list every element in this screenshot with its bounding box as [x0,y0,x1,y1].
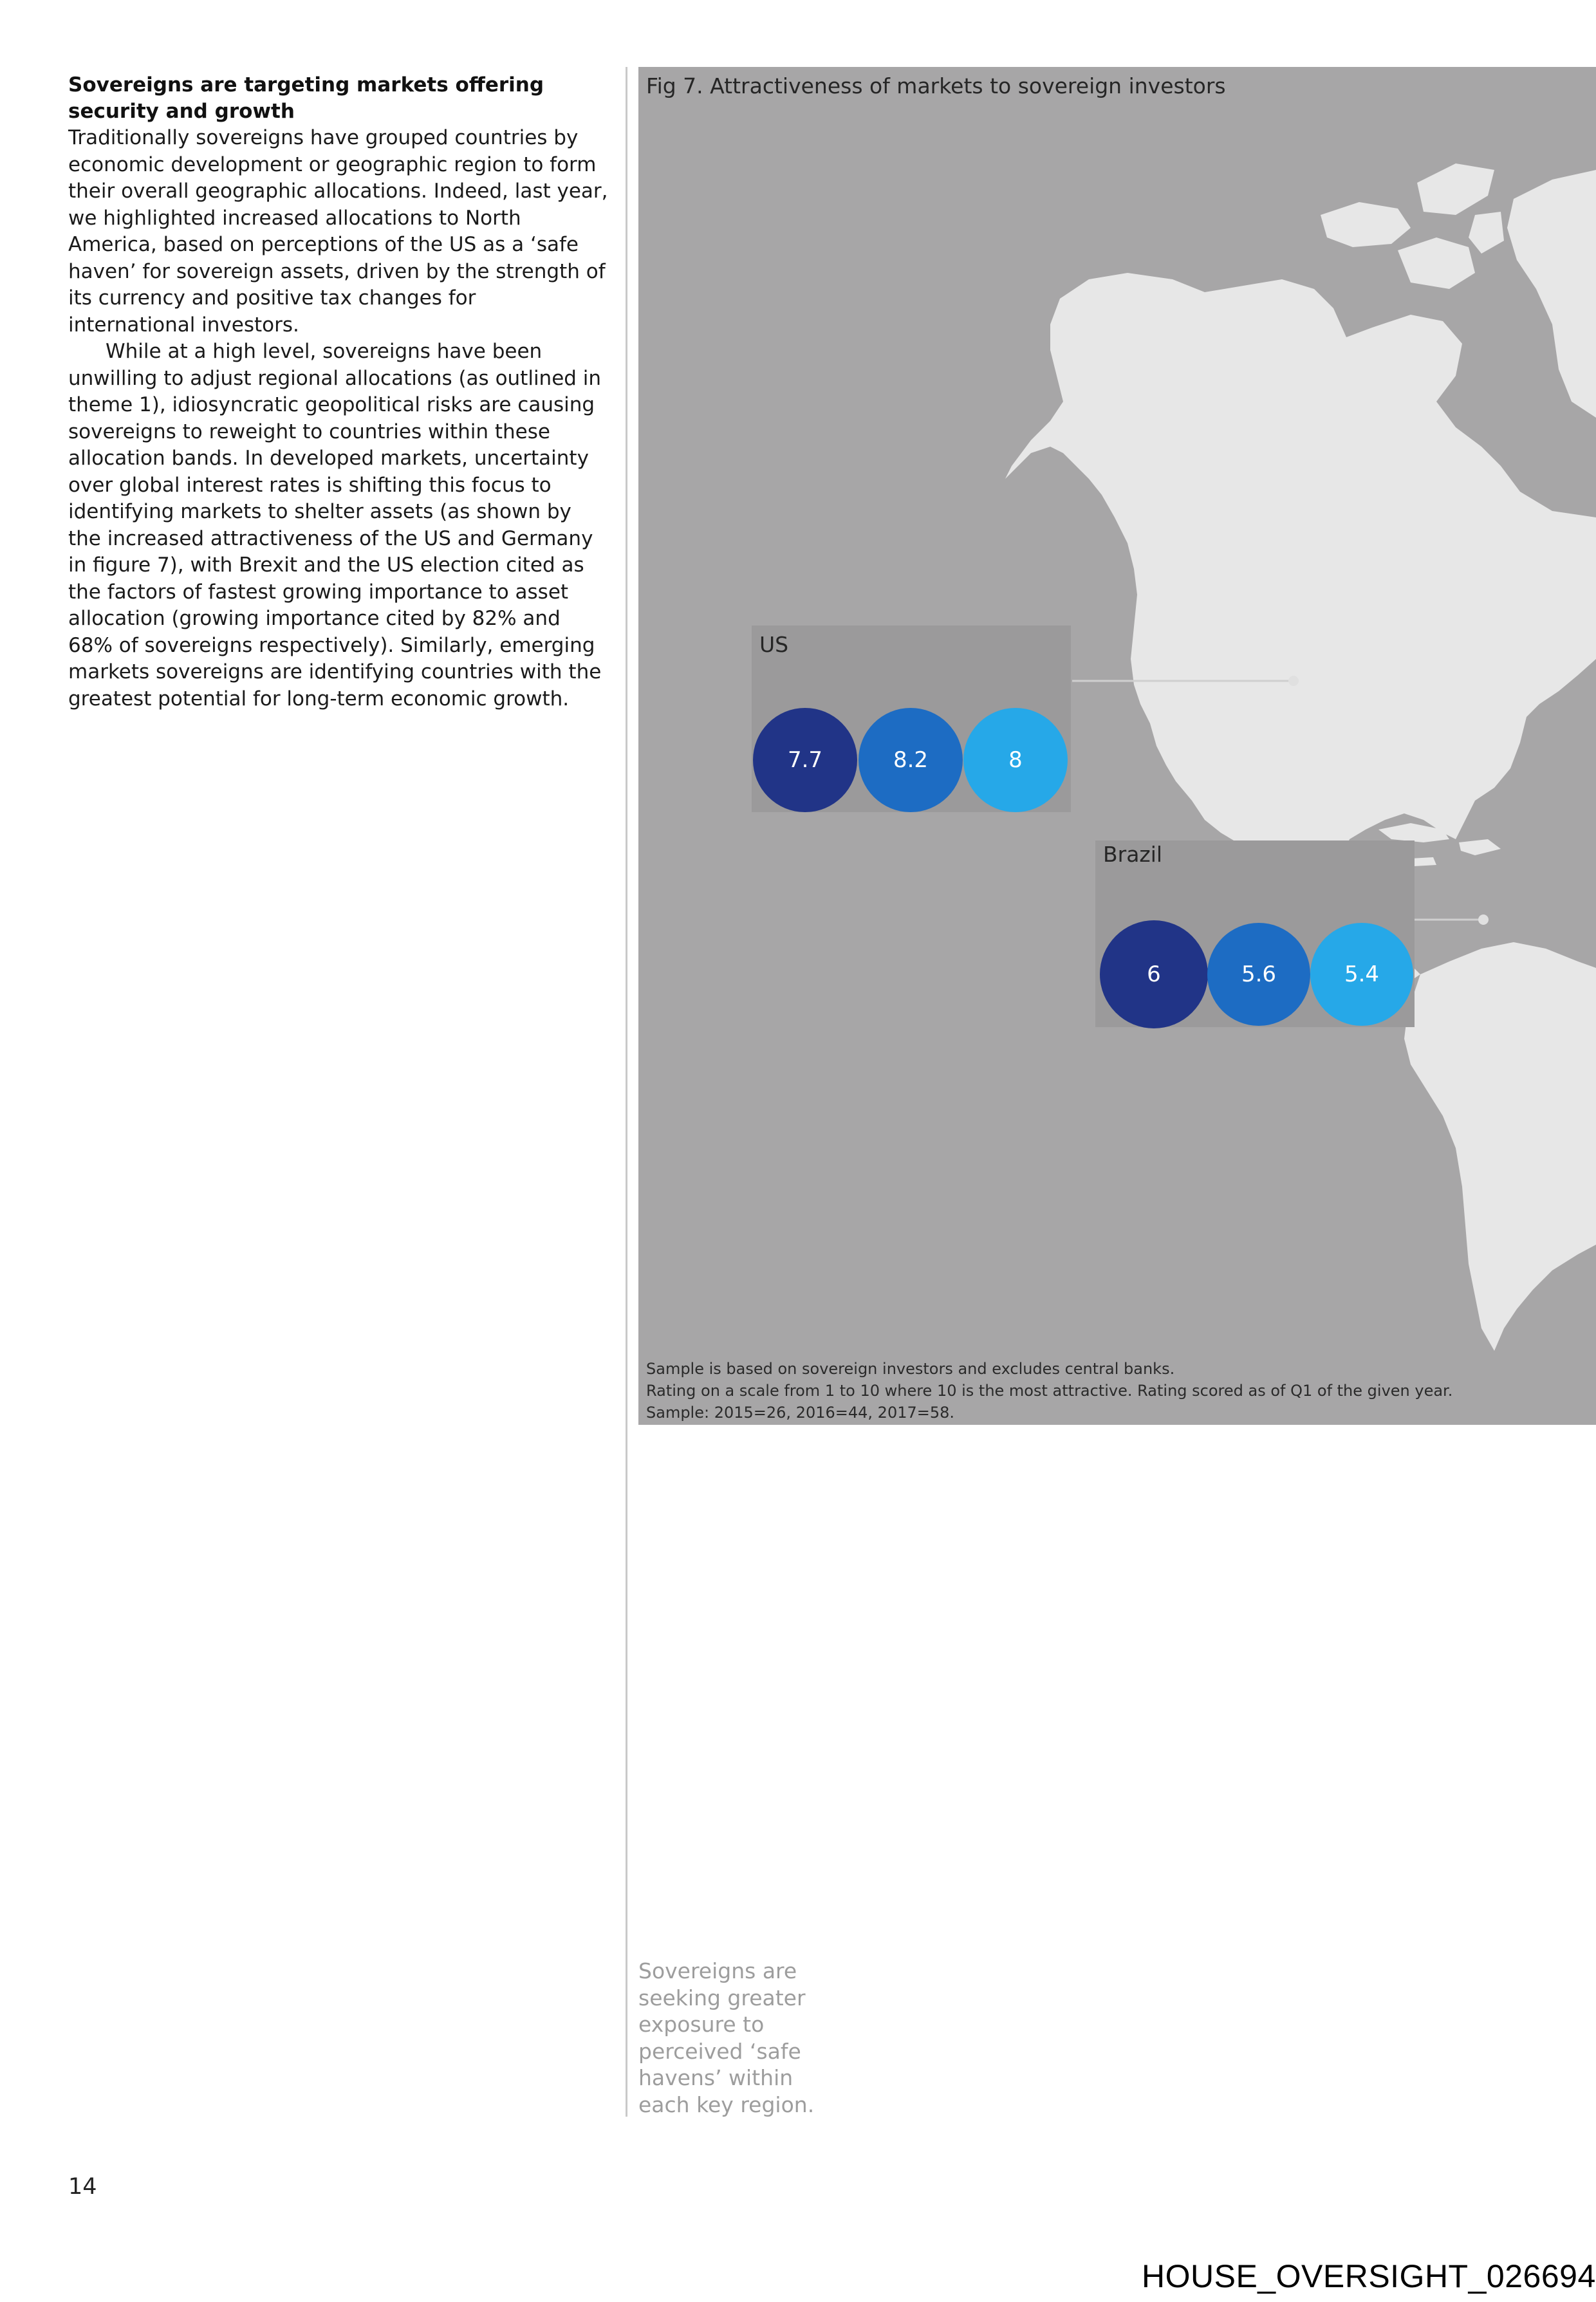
market-label-us: US [759,632,789,657]
us-2016-bubble: 8.2 [858,708,963,812]
us-2015-bubble: 7.7 [753,708,857,812]
figure-title: Fig 7. Attractiveness of markets to sovereign investors [646,73,1226,98]
brazil-2017-bubble: 5.4 [1310,923,1413,1026]
figure-panel [638,67,1596,1425]
section-heading: Sovereigns are targeting markets offering security and growth [68,73,544,123]
market-label-brazil: Brazil [1103,842,1163,867]
bates-number: HOUSE_OVERSIGHT_026694 [1142,2258,1596,2294]
pull-quote: Sovereigns are seeking greater exposure to perceived ‘safe havens’ within each key region. [638,1958,815,2117]
note-line: Rating on a scale from 1 to 10 where 10 is the most attractive. Rating scored as of Q1 of the given year. [646,1382,1453,1400]
figure-notes [646,1358,1452,1424]
brazil-2016-bubble: 5.6 [1207,923,1310,1026]
brazil-2015-bubble: 6 [1100,920,1208,1028]
map-landmass [999,163,1596,1351]
us-location-marker [1288,676,1299,686]
article-body [68,125,609,712]
brazil-location-marker [1478,914,1489,925]
note-line: Sample: 2015=26, 2016=44, 2017=58. [646,1404,955,1422]
page-number: 14 [68,2174,97,2200]
paragraph: Traditionally sovereigns have grouped countries by economic development or geographic region to form their overall geographic allocations. Indeed, last year, we highlighted increased allocations to North America, based on perceptions of the US as a ‘safe haven’ for sovereign assets, driven by the strength of its currency and positive tax changes for international investors. [68,126,608,337]
paragraph: While at a high level, sovereigns have been unwilling to adjust regional allocations (as outlined in theme 1), idiosyncratic geopolitical risks are causing sovereigns to reweight to countries within these allocation bands. In developed markets, uncertainty over global interest rates is shifting this focus to identifying markets to shelter assets (as shown by the increased attractiveness of the US and Germany in figure 7), with Brexit and the US election cited as the factors of fastest growing importance to asset allocation (growing importance cited by 82% and 68% of sovereigns respectively). Similarly, emerging markets sovereigns are identifying countries with the greatest potential for long-term economic growth. [68,340,602,710]
note-line: Sample is based on sovereign investors and excludes central banks. [646,1360,1175,1378]
column-divider [626,67,627,2117]
us-2017-bubble: 8 [963,708,1068,812]
